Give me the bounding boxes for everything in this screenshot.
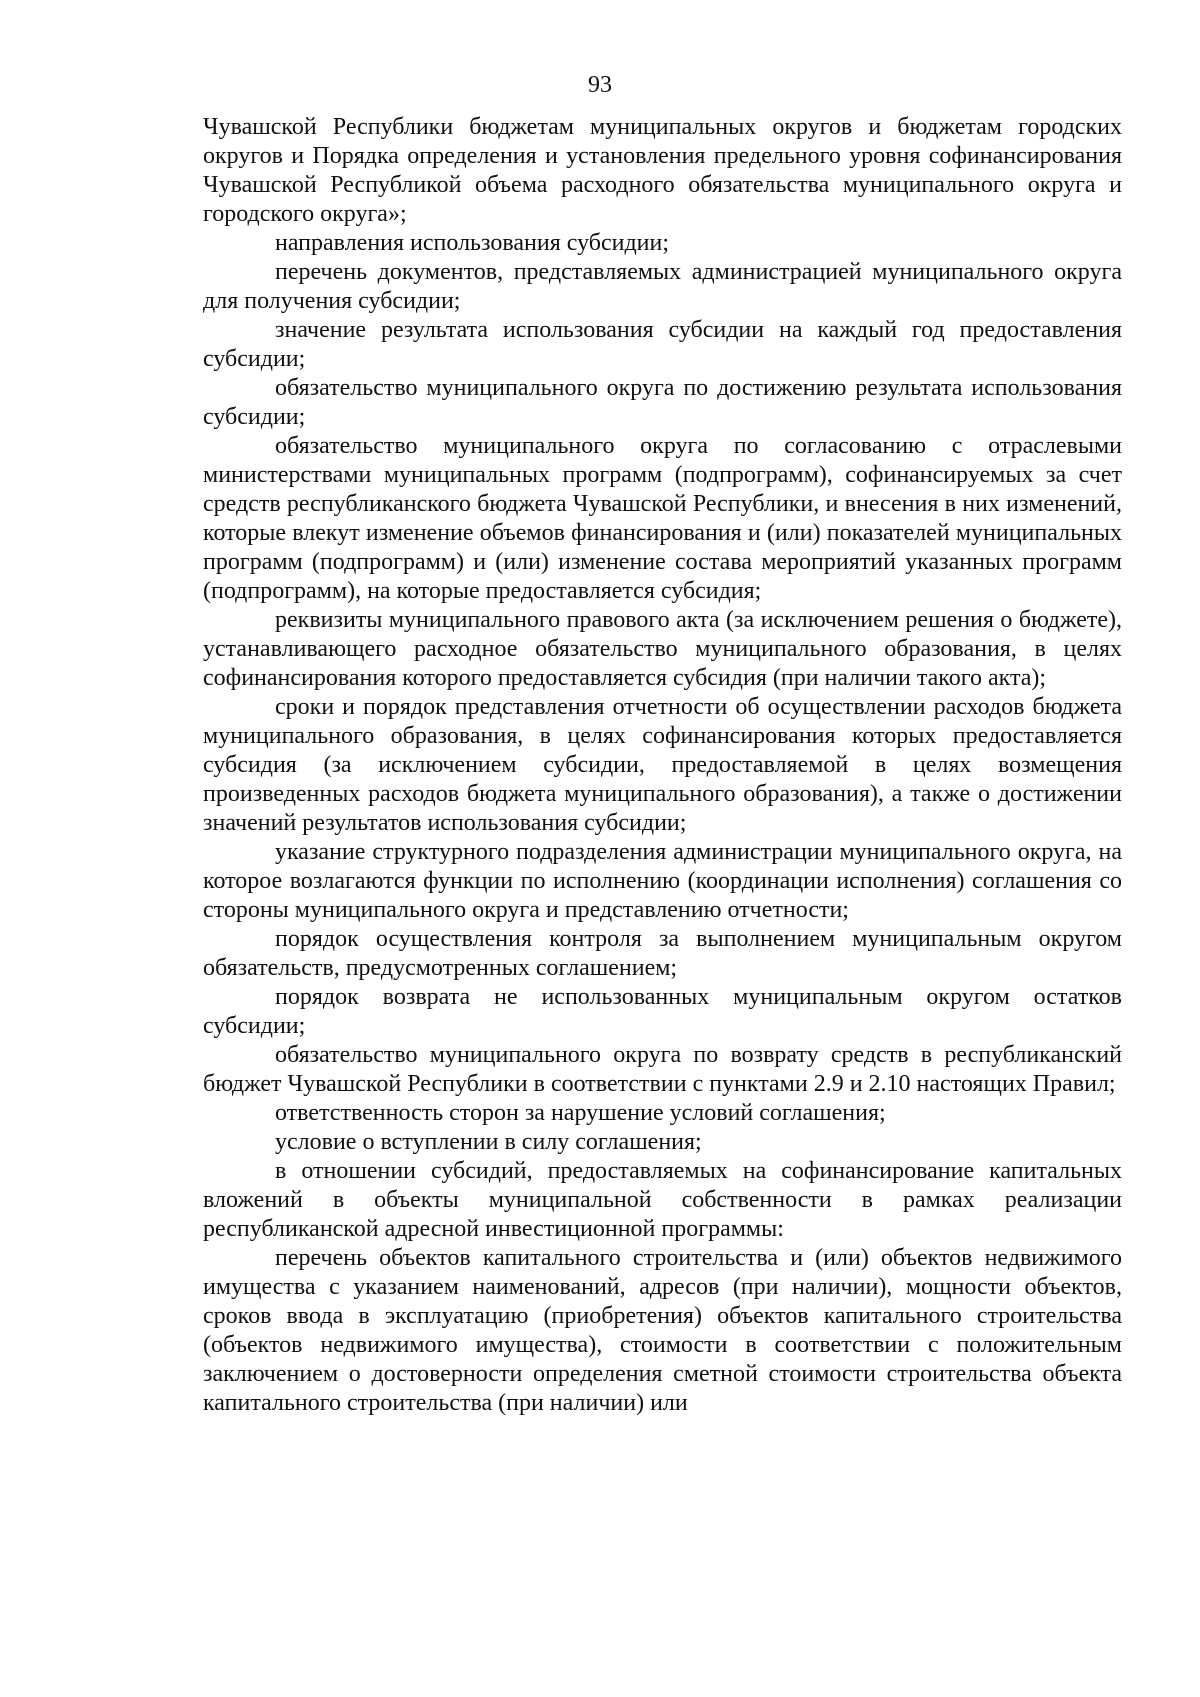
paragraph: перечень документов, представляемых администрацией муниципального округа для получения субсидии; (203, 259, 1122, 314)
paragraph: указание структурного подразделения администрации муниципального округа, на которое возлагаются функции по исполнению (координации исполнения) соглашения со стороны муниципального округа и представлению отчетности; (203, 839, 1122, 923)
paragraph: реквизиты муниципального правового акта (за исключением решения о бюджете), устанавливающего расходное обязательство муниципального образования, в целях софинансирования которого предоставляется субсидия (при наличии такого акта); (203, 607, 1122, 691)
paragraph: обязательство муниципального округа по возврату средств в республиканский бюджет Чувашской Республики в соответствии с пунктами 2.9 и 2.10 настоящих Правил; (203, 1042, 1122, 1097)
paragraph: ответственность сторон за нарушение условий соглашения; (275, 1100, 886, 1126)
paragraph: перечень объектов капитального строительства и (или) объектов недвижимого имущества с указанием наименований, адресов (при наличии), мощности объектов, сроков ввода в эксплуатацию (приобретения) объектов капитального строительства (объектов недвижимого имущества), стоимости в соответствии с положительным заключением о достоверности определения сметной стоимости строительства объекта капитального строительства (при наличии) или (203, 1245, 1122, 1416)
paragraph: в отношении субсидий, предоставляемых на софинансирование капитальных вложений в объекты муниципальной собственности в рамках реализации республиканской адресной инвестиционной программы: (203, 1158, 1122, 1242)
page-number: 93 (588, 72, 612, 98)
paragraph: сроки и порядок представления отчетности об осуществлении расходов бюджета муниципального образования, в целях софинансирования которых предоставляется субсидия (за исключением субсидии, предоставляемой в целях возмещения произведенных расходов бюджета муниципального образования), а также о достижении значений результатов использования субсидии; (203, 694, 1122, 836)
paragraph: обязательство муниципального округа по согласованию с отраслевыми министерствами муниципальных программ (подпрограмм), софинансируемых за счет средств республиканского бюджета Чувашской Республики, и внесения в них изменений, которые влекут изменение объемов финансирования и (или) показателей муниципальных программ (подпрограмм) и (или) изменение состава мероприятий указанных программ (подпрограмм), на которые предоставляется субсидия; (203, 433, 1122, 604)
paragraph: порядок возврата не использованных муниципальным округом остатков субсидии; (203, 984, 1122, 1039)
paragraph: обязательство муниципального округа по достижению результата использования субсидии; (203, 375, 1122, 430)
body-text (203, 113, 1122, 1418)
paragraph: направления использования субсидии; (275, 230, 670, 256)
paragraph: условие о вступлении в силу соглашения; (275, 1129, 702, 1155)
paragraph-continuation: Чувашской Республики бюджетам муниципальных округов и бюджетам городских округов и Порядка определения и установления предельного уровня софинансирования Чувашской Республикой объема расходного обязательства муниципального округа и городского округа»; (203, 114, 1122, 227)
paragraph: порядок осуществления контроля за выполнением муниципальным округом обязательств, предусмотренных соглашением; (203, 926, 1122, 981)
paragraph: значение результата использования субсидии на каждый год предоставления субсидии; (203, 317, 1122, 372)
